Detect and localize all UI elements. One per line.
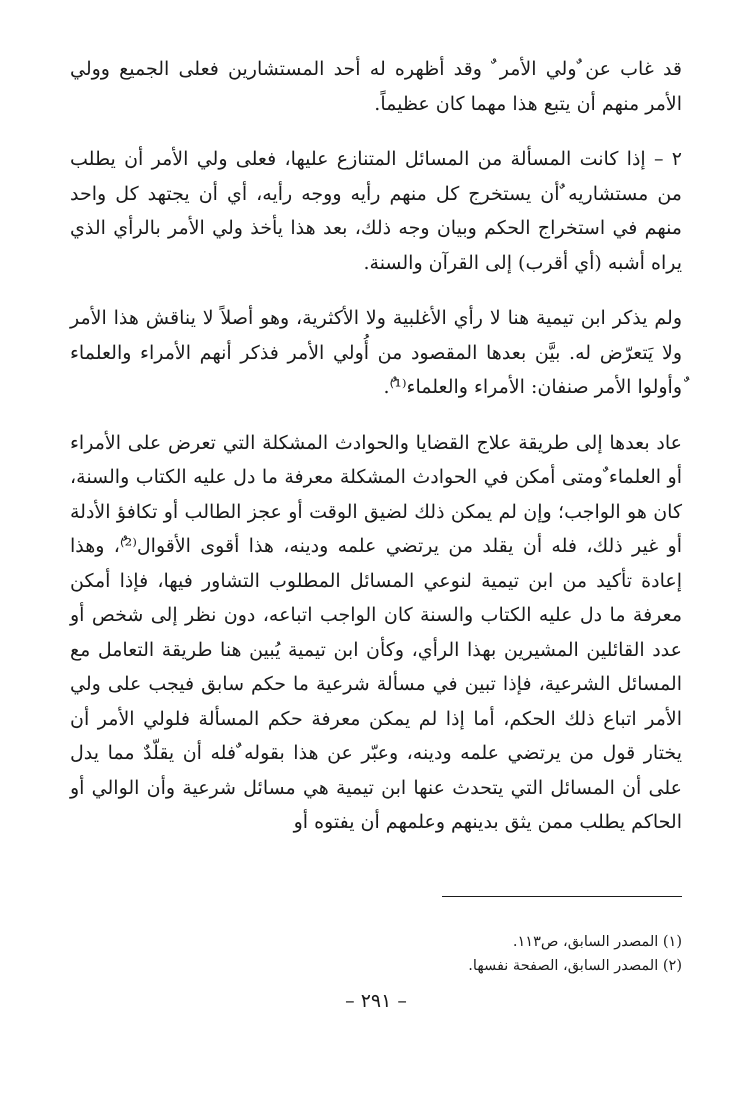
paragraph-4: عاد بعدها إلى طريقة علاج القضايا والحوادث المشكلة التي تعرض على الأمراء أو العلماء ٌومتى أمكن في الحوادث المشكلة معرفة ما دل عليه الكتاب والسنة، كان هو الواجب؛ وإن لم يمكن ذلك لضيق الوقت أو عجز الطالب أو تكافؤ الأدلة أو غير ذلك، فله أن يقلد من يرتضي علمه ودينه، هذا أقوى الأقوال⁽²⁾ٌ، وهذا إعادة تأكيد من ابن تيمية لنوعي المسائل المطلوب التشاور فيها، فإذا أمكن معرفة ما دل عليه الكتاب والسنة كان الواجب اتباعه، دون نظر إلى شخص أو عدد القائلين المشيرين بهذا الرأي، وكأن ابن تيمية يُبين هنا طريقة التعامل مع المسائل الشرعية، فإذا تبين في مسألة شرعية ما حكم سابق فيجب على ولي الأمر اتباع ذلك الحكم، أما إذا لم يمكن معرفة حكم المسألة فلولي الأمر أن يختار قول من يرتضي علمه ودينه، وعبّر عن هذا بقوله ٌفله أن يقلّدٌ مما يدل على أن المسائل التي يتحدث عنها ابن تيمية هي مسائل شرعية وأن الوالي أو الحاكم يطلب ممن يثق بدينهم وعلمهم أن يفتوه أو bbox=[70, 431, 682, 833]
page-body bbox=[70, 52, 682, 840]
footnote-1: (١) المصدر السابق، ص١١٣. bbox=[512, 934, 682, 950]
footnote-divider bbox=[442, 896, 682, 897]
paragraph-1: قد غاب عن ٌولي الأمر ٌ وقد أظهره له أحد المستشارين فعلى الجميع وولي الأمر منهم أن يتبع هذا مهما كان عظيماً. bbox=[70, 58, 682, 115]
footnotes bbox=[70, 930, 682, 978]
paragraph-3: ولم يذكر ابن تيمية هنا لا رأي الأغلبية ولا الأكثرية، وهو أصلاً لا يناقش هذا الأمر ولا يَتعرّض له. بيَّن بعدها المقصود من أُولي الأمر فذكر أنهم الأمراء والعلماء ٌوأولوا الأمر صنفان: الأمراء والعلماء⁽¹⁾ٌ. bbox=[70, 307, 682, 398]
footnote-2: (٢) المصدر السابق، الصفحة نفسها. bbox=[468, 958, 682, 974]
page-number: – ٢٩١ – bbox=[345, 990, 407, 1012]
paragraph-2: ٢ – إذا كانت المسألة من المسائل المتنازع عليها، فعلى ولي الأمر أن يطلب من مستشاريه ٌأن يستخرج كل منهم رأيه ووجه رأيه، أي أن يجتهد كل واحد منهم في استخراج الحكم وبيان وجه ذلك، بعد هذا يأخذ ولي الأمر بالرأي الذي يراه أشبه (أي أقرب) إلى القرآن والسنة. bbox=[70, 148, 682, 274]
